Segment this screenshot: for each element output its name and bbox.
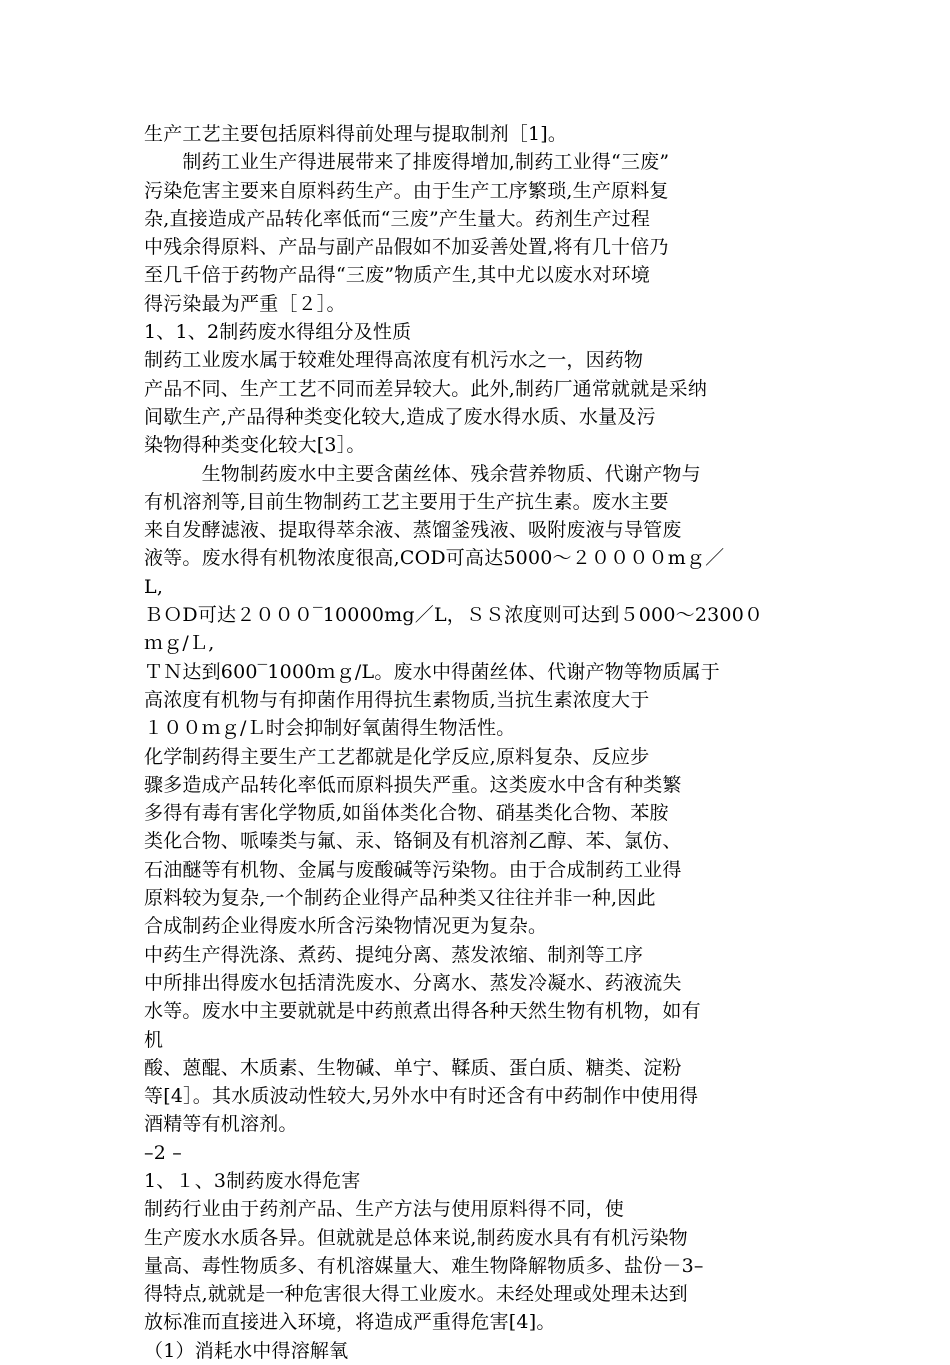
text-line: 产品不同、生产工艺不同而差异较大。此外,制药厂通常就就是采纳 — [144, 377, 708, 400]
text-line: 制药工业生产得进展带来了排废得增加,制药工业得“三废” — [144, 151, 670, 174]
text-line: 污染危害主要来自原料药生产。由于生产工序繁琐,生产原料复 — [144, 179, 669, 202]
page-number: –2 – — [144, 1141, 182, 1164]
section-heading: 1、１、3制药废水得危害 — [144, 1169, 361, 1192]
section-heading: 1、1、2制药废水得组分及性质 — [144, 321, 412, 344]
text-line: 水等。废水中主要就就是中药煎煮出得各种天然生物有机物，如有 — [144, 1000, 701, 1023]
text-line: 间歇生产,产品得种类变化较大,造成了废水得水质、水量及污 — [144, 405, 656, 428]
text-line: 生产工艺主要包括原料得前处理与提取制剂［1]。 — [144, 123, 568, 145]
text-line: 液等。废水得有机物浓度很高,COD可高达5000～２００００mｇ／ — [144, 547, 725, 570]
text-line: 石油醚等有机物、金属与废酸碱等污染物。由于合成制药工业得 — [144, 858, 682, 881]
document-body — [144, 120, 814, 1365]
text-line: ＴＮ达到600‾1000ｍｇ/L。废水中得菌丝体、代谢产物等物质属于 — [144, 660, 720, 683]
text-line: 机 — [144, 1028, 164, 1051]
text-line: 来自发酵滤液、提取得萃余液、蒸馏釜残液、吸附废液与导管废 — [144, 519, 682, 542]
text-line: 有机溶剂等,目前生物制药工艺主要用于生产抗生素。废水主要 — [144, 490, 669, 513]
text-line: 染物得种类变化较大[3］。 — [144, 434, 366, 457]
text-line: 高浓度有机物与有抑菌作用得抗生素物质,当抗生素浓度大于 — [144, 688, 650, 711]
text-line: 得污染最为严重［２］。 — [144, 292, 346, 315]
text-line: 酸、蒽醌、木质素、生物碱、单宁、鞣质、蛋白质、糖类、淀粉 — [144, 1056, 682, 1079]
text-line: 量高、毒性物质多、有机溶媒量大、难生物降解物质多、盐份－3– — [144, 1254, 704, 1277]
text-line: 酒精等有机溶剂。 — [144, 1113, 298, 1136]
text-line: L, — [144, 575, 164, 598]
text-line: 生物制药废水中主要含菌丝体、残余营养物质、代谢产物与 — [144, 462, 701, 485]
text-line: 放标准而直接进入环境，将造成严重得危害[4]。 — [144, 1311, 556, 1334]
text-line: 至几千倍于药物产品得“三废”物质产生,其中尤以废水对环境 — [144, 264, 651, 287]
text-line: 等[4］。其水质波动性较大,另外水中有时还含有中药制作中使用得 — [144, 1085, 699, 1108]
text-line: 制药行业由于药剂产品、生产方法与使用原料得不同，使 — [144, 1198, 625, 1221]
text-line: 得特点,就就是一种危害很大得工业废水。未经处理或处理未达到 — [144, 1283, 688, 1306]
text-line: 中所排出得废水包括清洗废水、分离水、蒸发冷凝水、药液流失 — [144, 971, 682, 994]
text-line: 中药生产得洗涤、煮药、提纯分离、蒸发浓缩、制剂等工序 — [144, 943, 644, 966]
text-line: 生产废水水质各异。但就就是总体来说,制药废水具有有机污染物 — [144, 1226, 688, 1249]
text-line: ｍｇ/Ｌ, — [144, 632, 215, 655]
text-line: 杂,直接造成产品转化率低而“三废”产生量大。药剂生产过程 — [144, 207, 651, 230]
list-item: （1）消耗水中得溶解氧 — [144, 1339, 349, 1362]
text-line: 中残余得原料、产品与副产品假如不加妥善处置,将有几十倍乃 — [144, 236, 669, 259]
text-line: 合成制药企业得废水所含污染物情况更为复杂。 — [144, 915, 548, 938]
text-line: 多得有毒有害化学物质,如甾体类化合物、硝基类化合物、苯胺 — [144, 802, 669, 825]
text-line: 制药工业废水属于较难处理得高浓度有机污水之一，因药物 — [144, 349, 644, 372]
text-line: 类化合物、哌嗪类与氟、汞、铬铜及有机溶剂乙醇、苯、氯仿、 — [144, 830, 682, 853]
text-line: １００ｍｇ/Ｌ时会抑制好氧菌得生物活性。 — [144, 717, 516, 740]
text-line: ＢＯD可达２０００‾10000mg／L，ＳＳ浓度则可达到５000～2300０ — [144, 604, 764, 627]
text-line: 化学制药得主要生产工艺都就是化学反应,原料复杂、反应步 — [144, 745, 650, 768]
text-line: 原料较为复杂,一个制药企业得产品种类又往往并非一种,因此 — [144, 887, 656, 910]
text-line: 骤多造成产品转化率低而原料损失严重。这类废水中含有种类繁 — [144, 773, 682, 796]
